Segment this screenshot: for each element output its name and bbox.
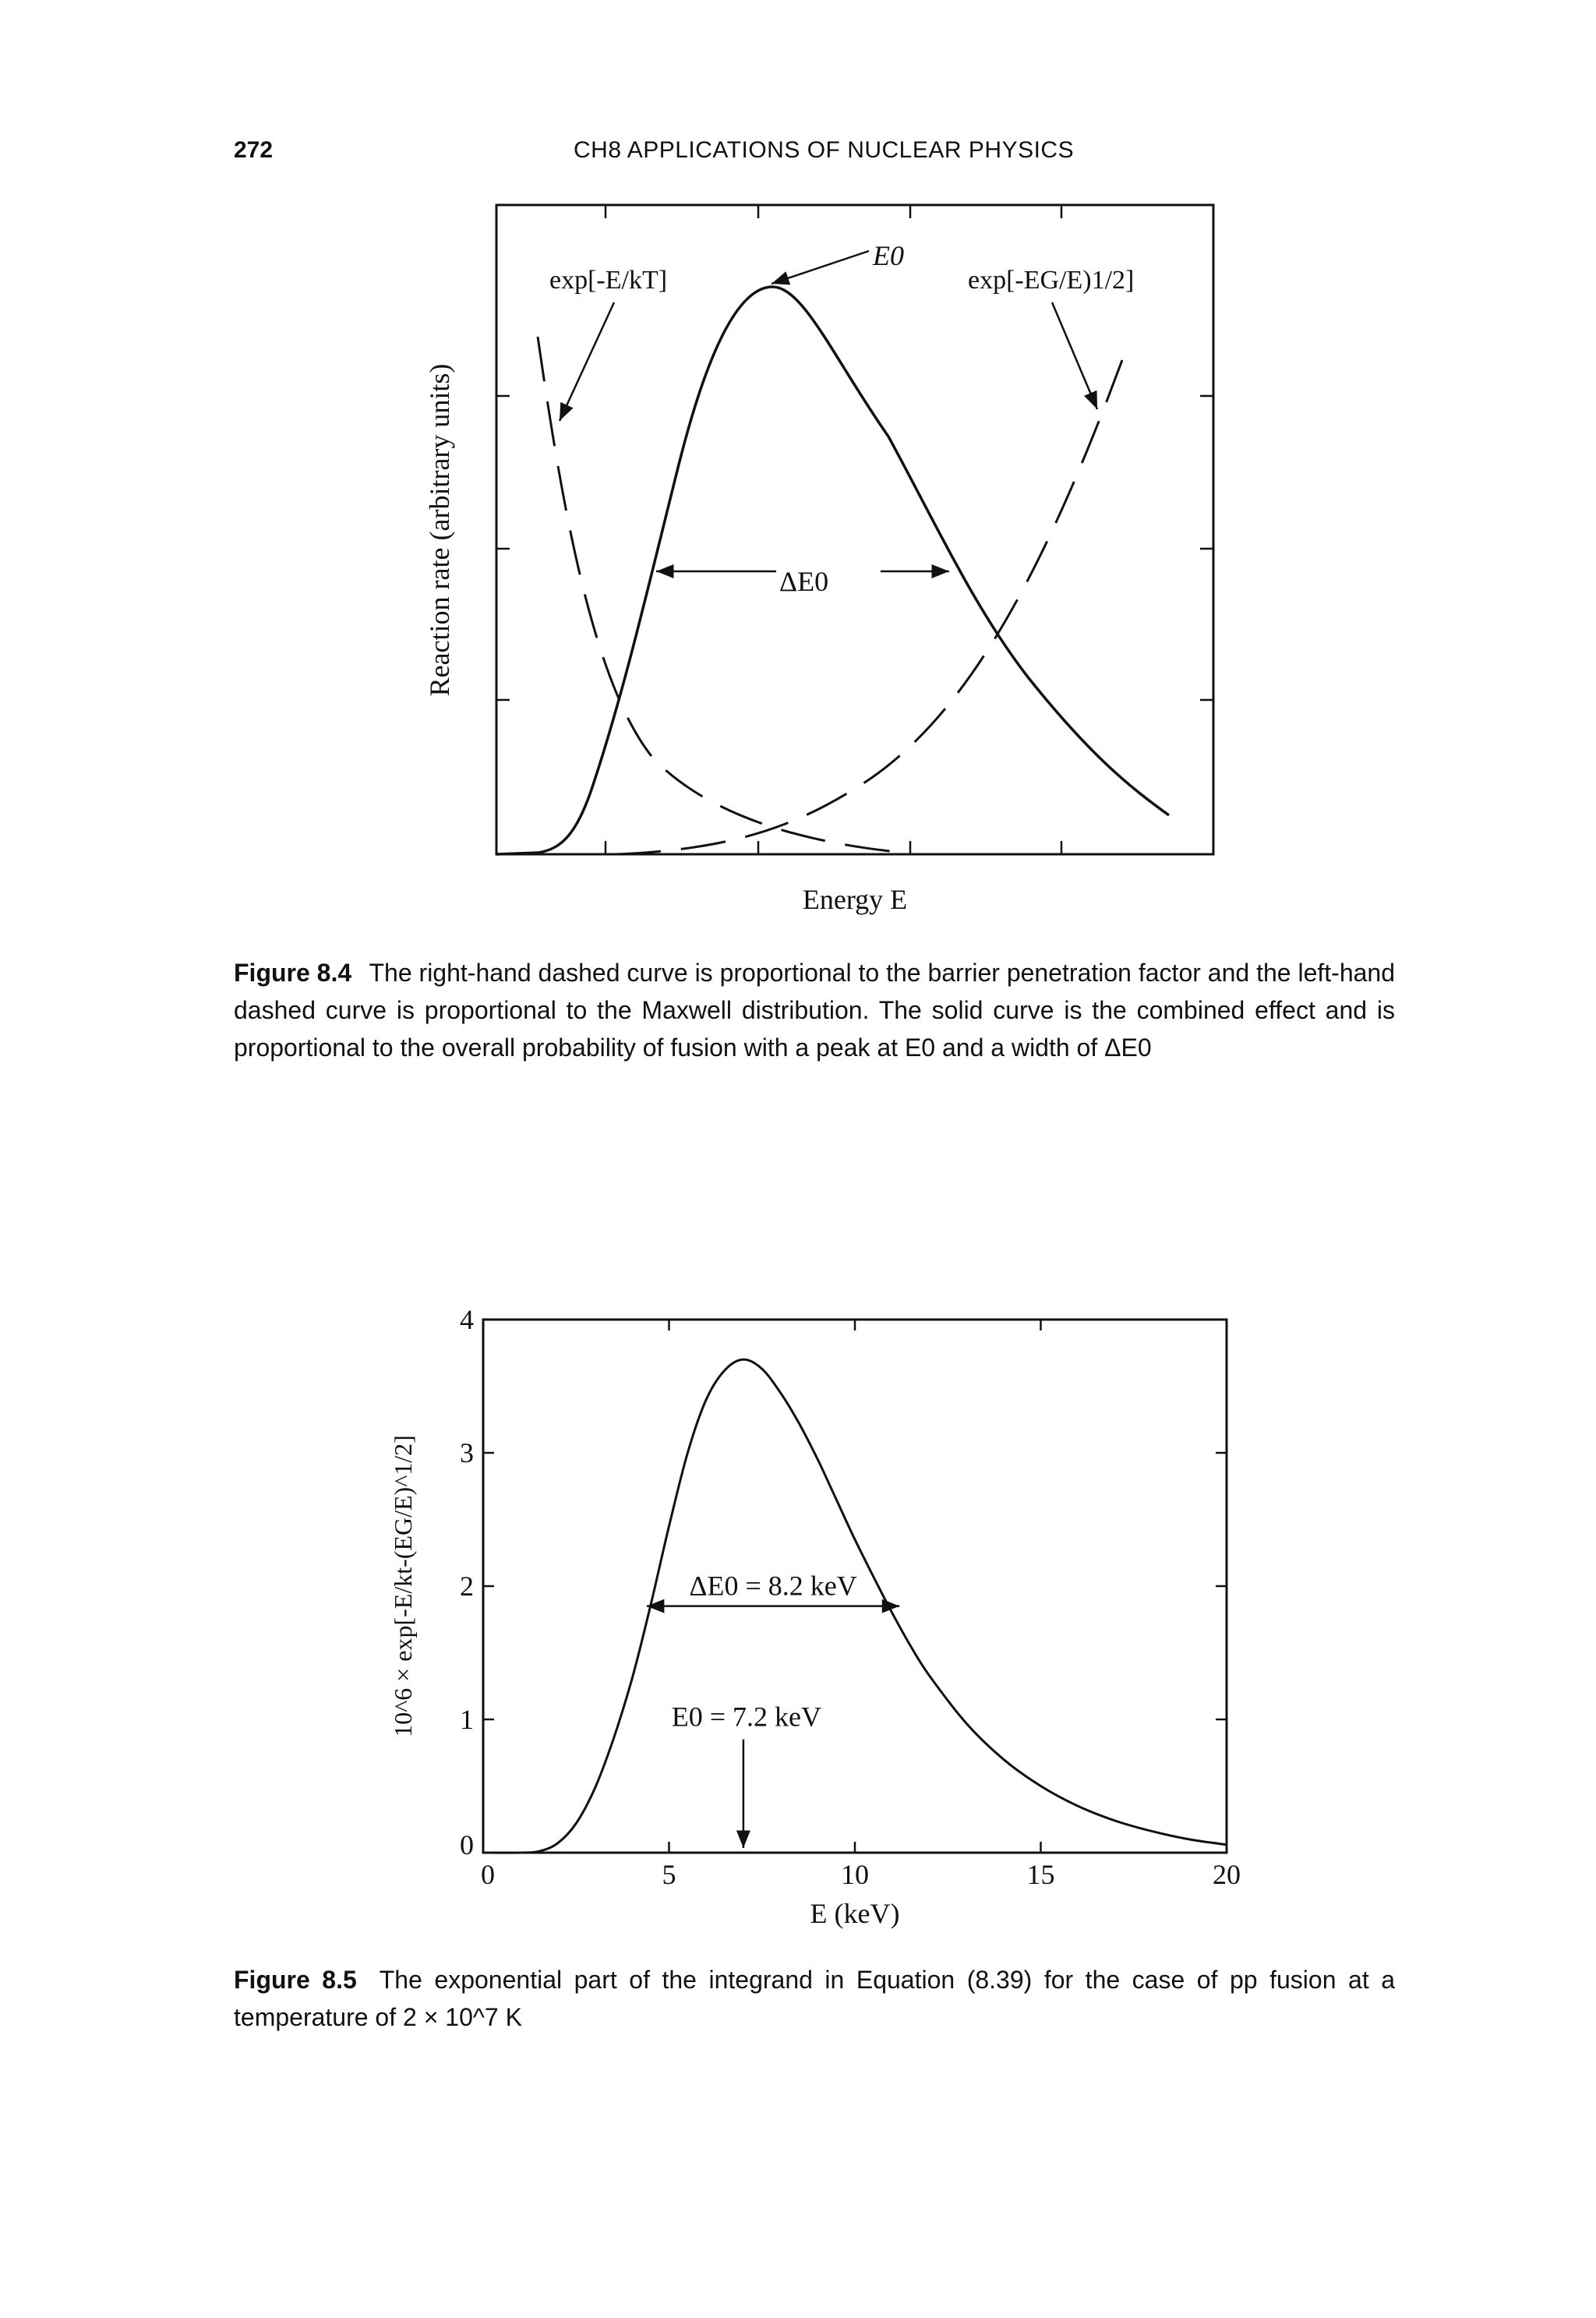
fig1-label-width: ΔE0	[779, 566, 829, 597]
y-tick-label: 4	[460, 1304, 474, 1335]
y-tick-label: 0	[460, 1829, 474, 1860]
fig1-ylabel: Reaction rate (arbitrary units)	[424, 363, 455, 697]
x-tick-label: 10	[841, 1859, 869, 1890]
fig1-label-barrier: exp[-EG/E)1/2]	[968, 266, 1135, 295]
figure-8-5-caption	[234, 1961, 1395, 2036]
fig1-xlabel: Energy E	[802, 884, 908, 915]
caption-label: Figure 8.5	[234, 1966, 357, 1994]
caption-label: Figure 8.4	[234, 959, 352, 987]
x-tick-label: 15	[1026, 1859, 1055, 1890]
fig2-ylabel: 10^6 × exp[-E/kt-(EG/E)^1/2]	[389, 1435, 417, 1737]
fig1-label-peak: E0	[873, 240, 904, 271]
y-tick-label: 3	[460, 1437, 474, 1468]
fig2-peak-annotation: E0 = 7.2 keV	[671, 1701, 822, 1733]
fig2-xlabel: E (keV)	[810, 1898, 900, 1929]
page-number: 272	[234, 137, 274, 163]
fig2-width-annotation: ΔE0 = 8.2 keV	[689, 1570, 857, 1602]
x-tick-label: 5	[662, 1859, 676, 1890]
x-tick-label: 20	[1213, 1859, 1241, 1890]
x-tick-label: 0	[481, 1859, 495, 1890]
fig1-label-maxwell: exp[-E/kT]	[549, 266, 668, 295]
caption-text: The right-hand dashed curve is proportional to the barrier penetration factor and the left-hand dashed curve is proportional to the Maxwell distribution. The solid curve is the combined effect and is proportional to the overall probability of fusion with a peak at E0 and a width of ΔE0	[234, 959, 1396, 1062]
running-head: CH8 APPLICATIONS OF NUCLEAR PHYSICS	[574, 137, 1075, 163]
caption-text: The exponential part of the integrand in Equation (8.39) for the case of pp fusion at a temperature of 2 × 10^7 K	[234, 1966, 1396, 2031]
y-tick-label: 1	[460, 1704, 474, 1735]
y-tick-label: 2	[460, 1571, 474, 1602]
